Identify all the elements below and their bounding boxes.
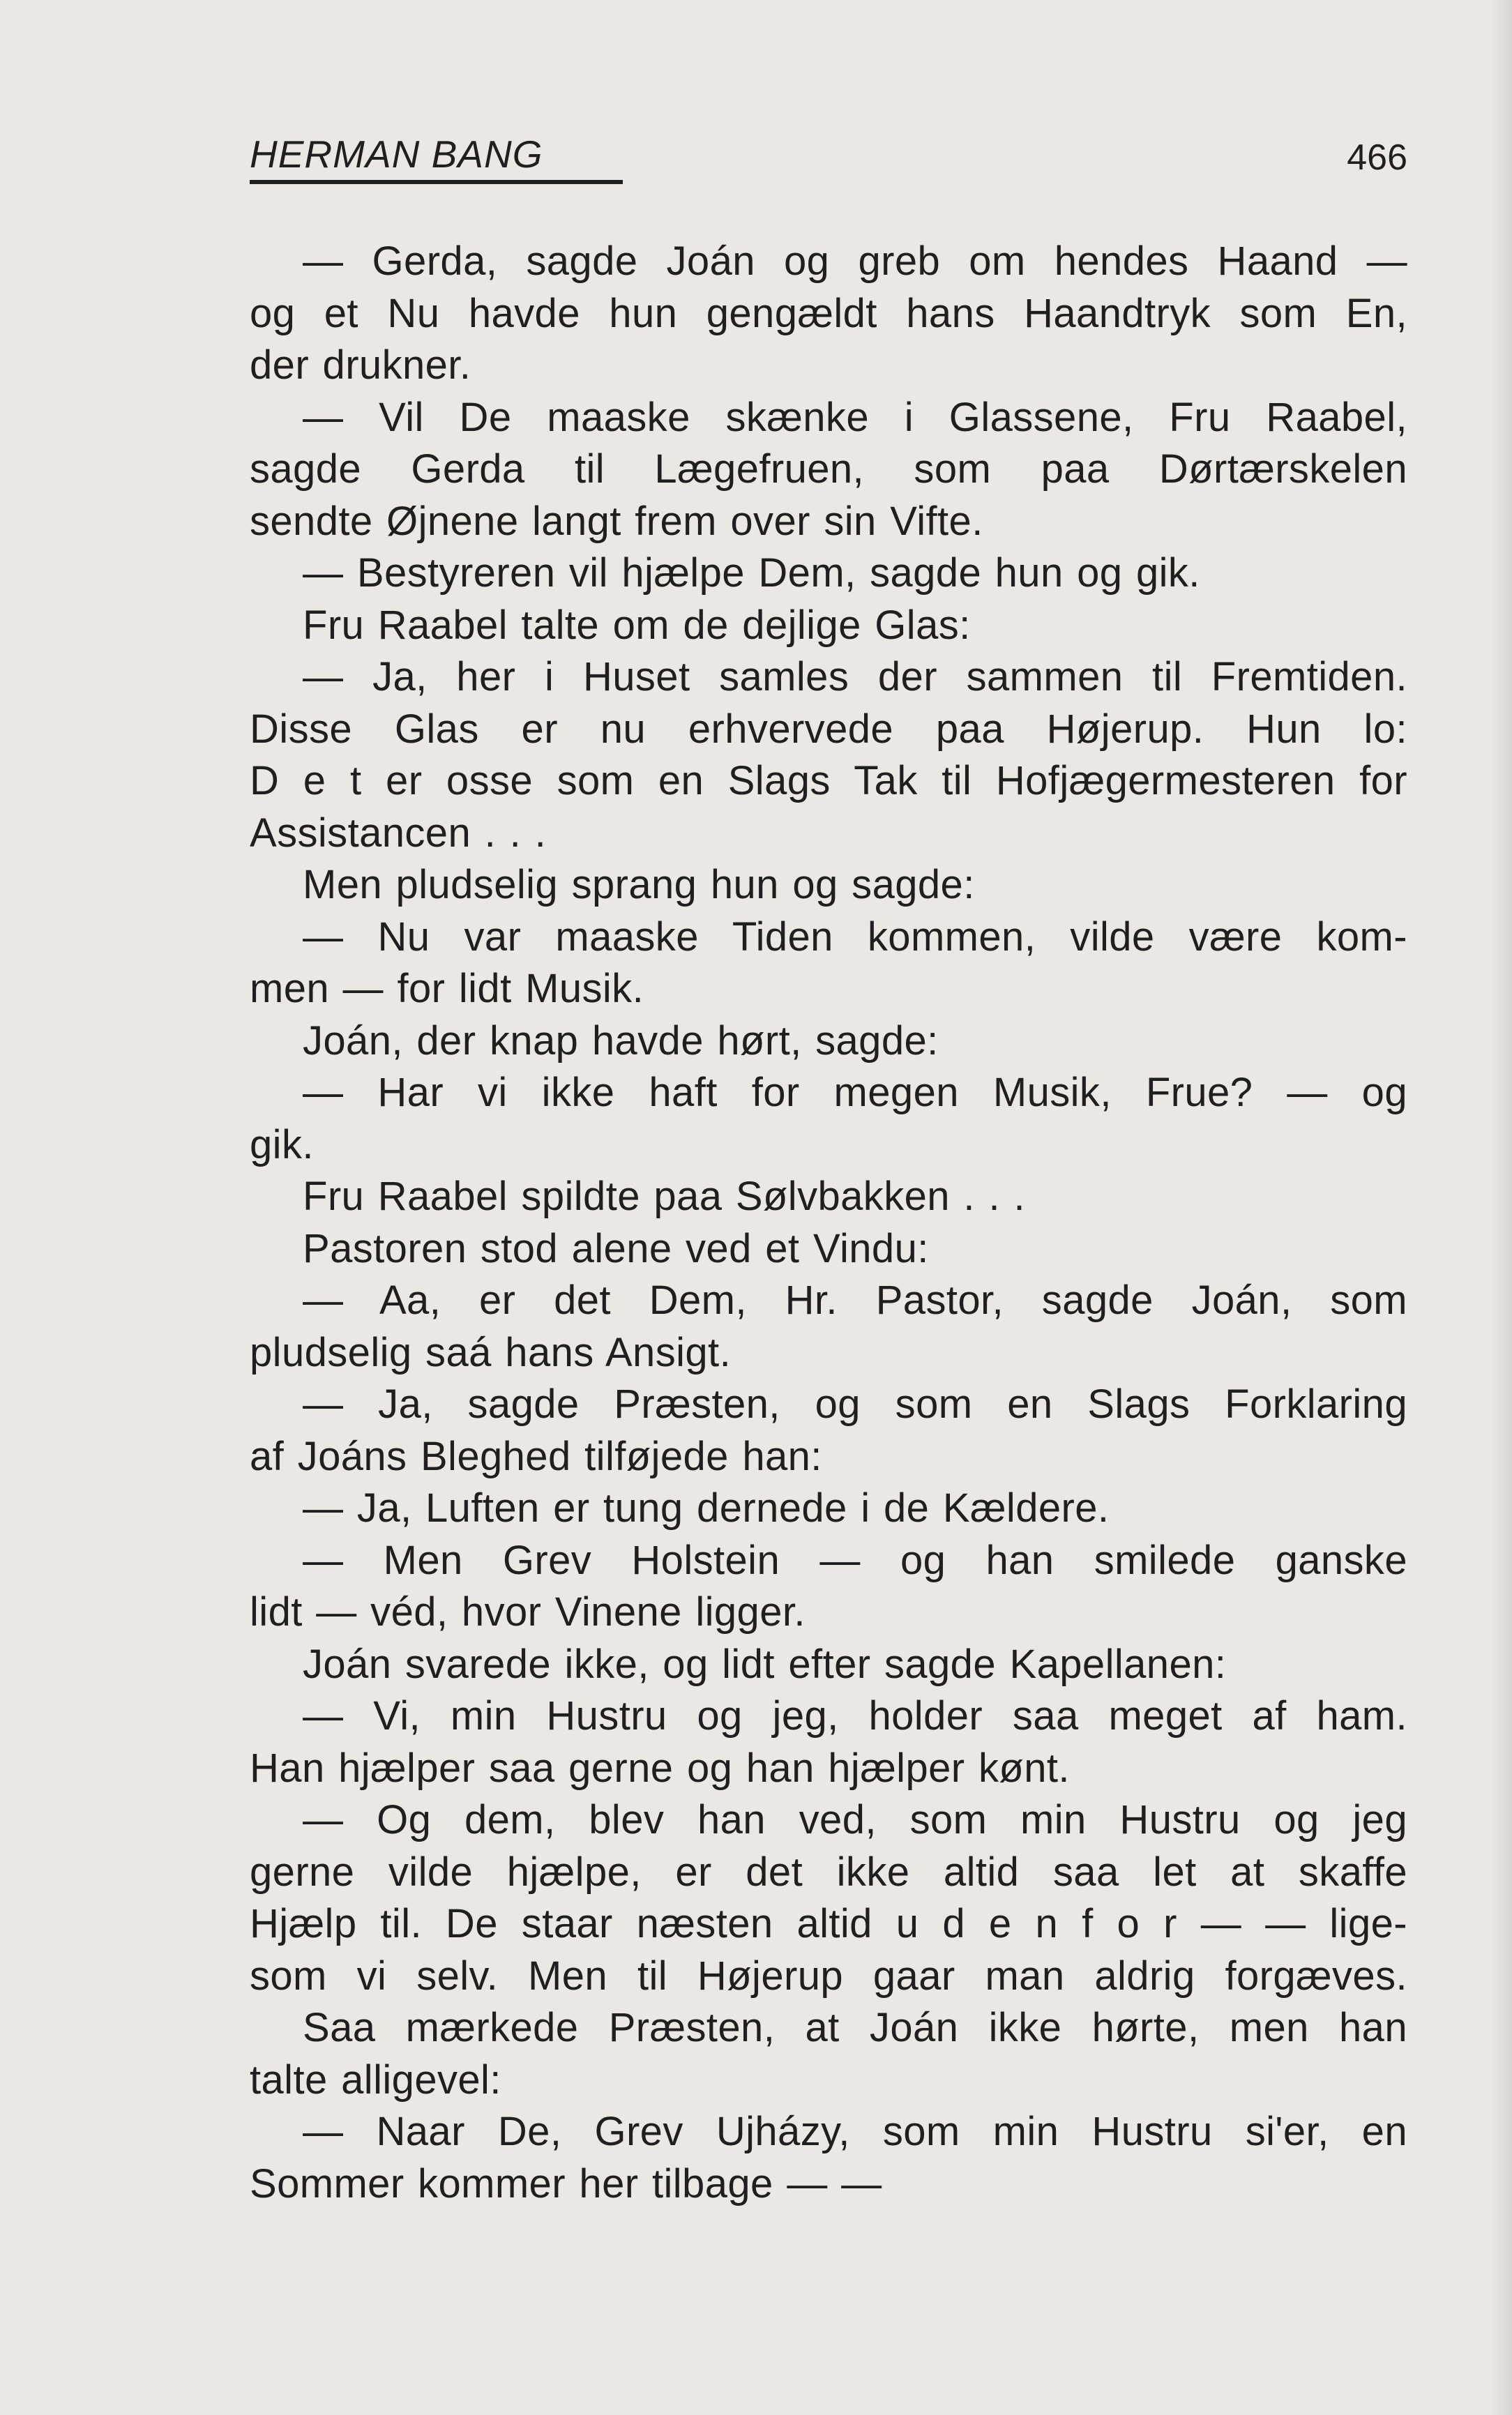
text-line: — Ja, her i Huset samles der sammen til Fremtiden. bbox=[303, 654, 1407, 699]
text-line: — Men Grev Holstein — og han smilede ganske bbox=[303, 1537, 1407, 1583]
text-line: Men pludselig sprang hun og sagde: bbox=[303, 862, 975, 907]
text-line: pludselig saá hans Ansigt. bbox=[250, 1329, 732, 1375]
text-line: Saa mærkede Præsten, at Joán ikke hørte, men han bbox=[303, 2005, 1407, 2050]
text-line: Disse Glas er nu erhvervede paa Højerup. Hun lo: bbox=[250, 706, 1407, 752]
text-line: Joán, der knap havde hørt, sagde: bbox=[303, 1017, 939, 1063]
text-line: D e t er osse som en Slags Tak til Hofjægermesteren for bbox=[250, 758, 1407, 803]
text-line: — Bestyreren vil hjælpe Dem, sagde hun og gik. bbox=[303, 550, 1200, 596]
text-line: gerne vilde hjælpe, er det ikke altid saa let at skaffe bbox=[250, 1849, 1407, 1895]
text-line: af Joáns Bleghed tilføjede han: bbox=[250, 1433, 822, 1479]
text-line: Joán svarede ikke, og lidt efter sagde Kapellanen: bbox=[303, 1641, 1227, 1687]
running-header bbox=[250, 131, 1407, 187]
text-line: gik. bbox=[250, 1121, 314, 1167]
header-underline bbox=[250, 180, 623, 184]
text-line: Han hjælper saa gerne og han hjælper kønt. bbox=[250, 1745, 1070, 1791]
text-line: men — for lidt Musik. bbox=[250, 966, 644, 1011]
text-line: sagde Gerda til Lægefruen, som paa Dørtærskelen bbox=[250, 446, 1407, 492]
text-line: lidt — véd, hvor Vinene ligger. bbox=[250, 1589, 806, 1635]
text-line: Assistancen . . . bbox=[250, 810, 547, 856]
text-line: Hjælp til. De staar næsten altid u d e n f o r — — lige- bbox=[250, 1901, 1407, 1946]
text-line: Pastoren stod alene ved et Vindu: bbox=[303, 1225, 929, 1271]
text-line: Sommer kommer her tilbage — — bbox=[250, 2160, 882, 2206]
text-line: — Har vi ikke haft for megen Musik, Frue? — og bbox=[303, 1070, 1407, 1115]
text-line: Fru Raabel spildte paa Sølvbakken . . . bbox=[303, 1174, 1025, 1219]
text-line: — Ja, Luften er tung dernede i de Kældere. bbox=[303, 1485, 1110, 1531]
page-number: 466 bbox=[1347, 137, 1407, 178]
text-line: — Aa, er det Dem, Hr. Pastor, sagde Joán, som bbox=[303, 1278, 1407, 1323]
text-line: der drukner. bbox=[250, 342, 471, 388]
page-edge-shadow bbox=[1491, 0, 1512, 2415]
text-line: — Nu var maaske Tiden kommen, vilde være kom- bbox=[303, 914, 1407, 960]
text-line: som vi selv. Men til Højerup gaar man aldrig forgæves. bbox=[250, 1953, 1407, 1999]
text-line: sendte Øjnene langt frem over sin Vifte. bbox=[250, 498, 983, 544]
text-line: — Naar De, Grev Ujházy, som min Hustru si'er, en bbox=[303, 2109, 1407, 2154]
text-line: Fru Raabel talte om de dejlige Glas: bbox=[303, 602, 971, 648]
text-line: og et Nu havde hun gengældt hans Haandtryk som En, bbox=[250, 290, 1407, 336]
text-line: — Gerda, sagde Joán og greb om hendes Haand — bbox=[303, 239, 1407, 284]
header-author: HERMAN BANG bbox=[250, 133, 543, 176]
text-line: — Og dem, blev han ved, som min Hustru og jeg bbox=[303, 1797, 1407, 1842]
text-line: — Vi, min Hustru og jeg, holder saa meget af ham. bbox=[303, 1693, 1407, 1739]
text-line: talte alligevel: bbox=[250, 2057, 501, 2103]
text-line: — Ja, sagde Præsten, og som en Slags Forklaring bbox=[303, 1381, 1407, 1427]
body-text bbox=[250, 236, 1407, 2210]
text-line: — Vil De maaske skænke i Glassene, Fru Raabel, bbox=[303, 394, 1407, 440]
